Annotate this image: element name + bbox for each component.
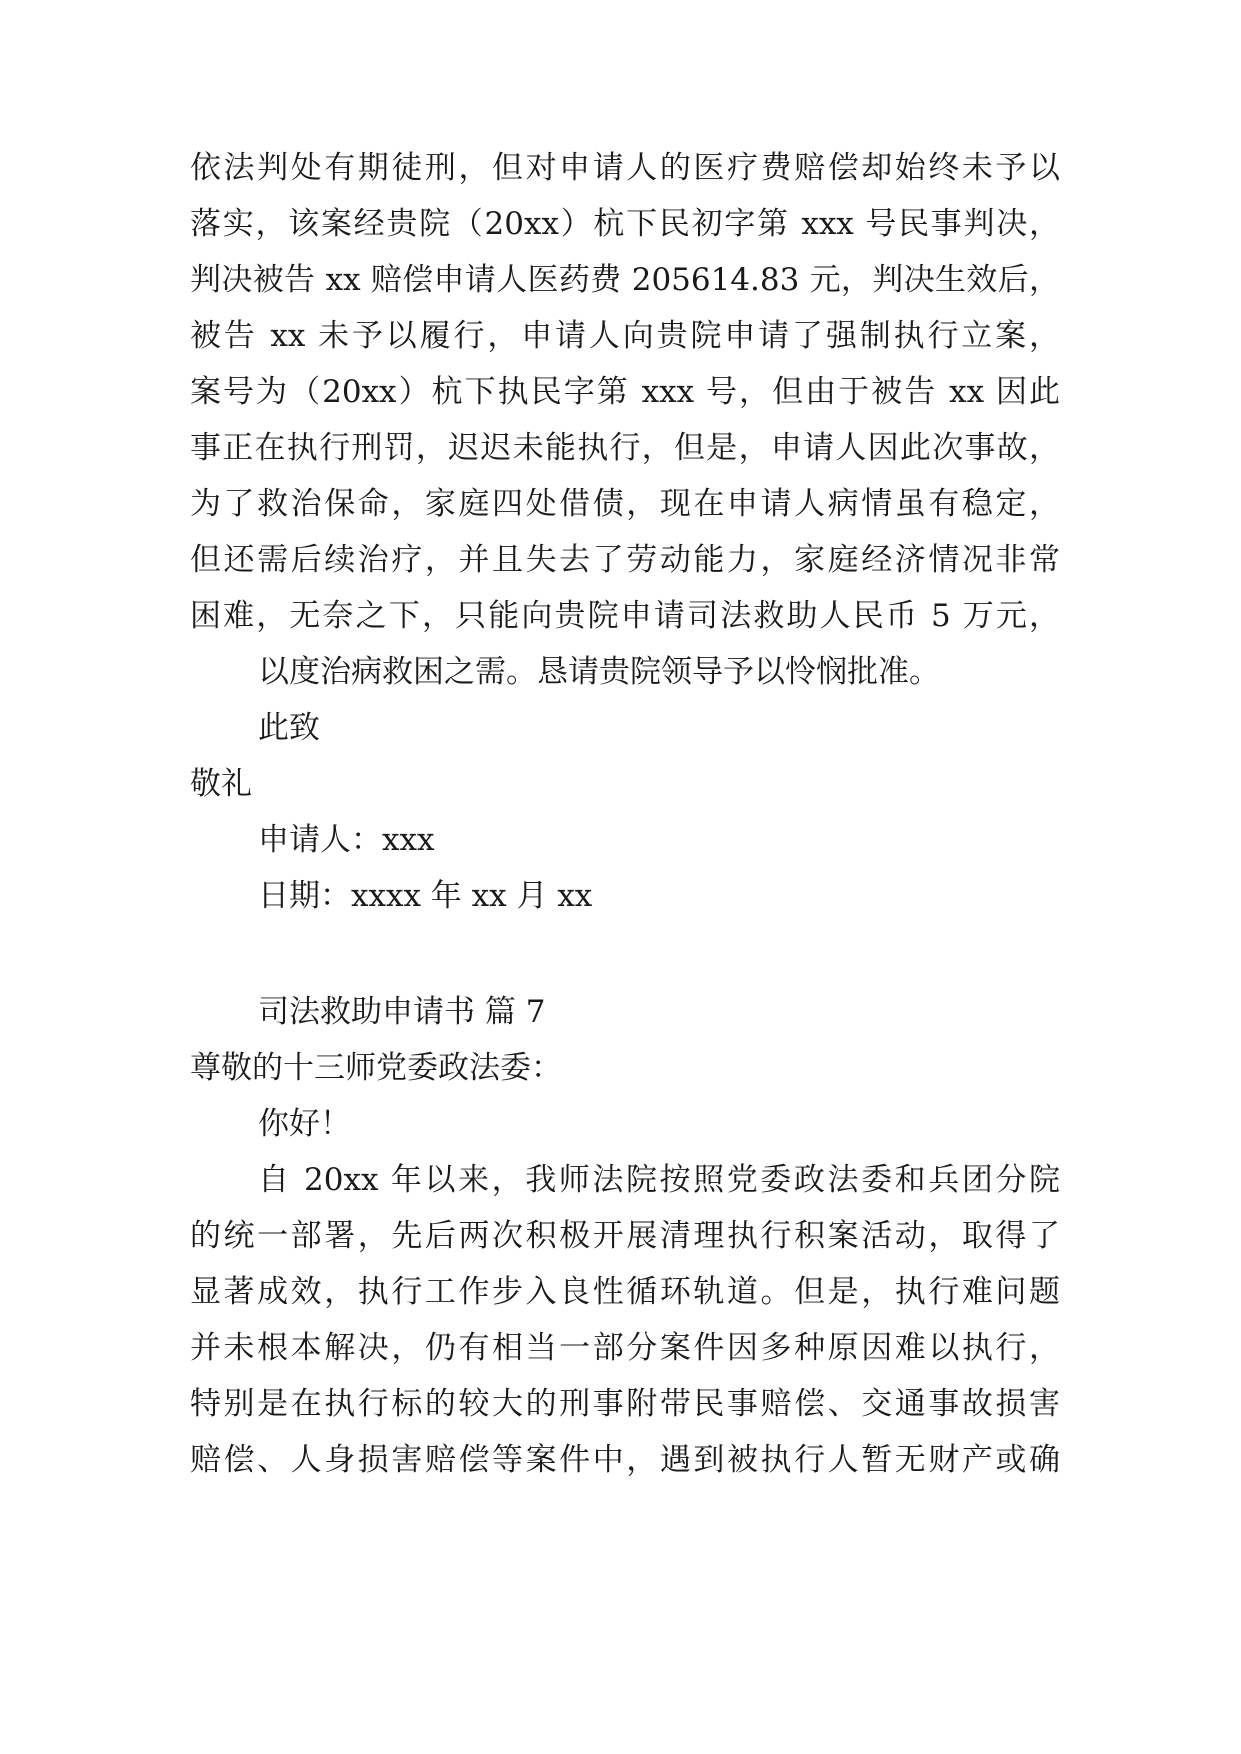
addressee: 尊敬的十三师党委政法委： (190, 1050, 562, 1086)
body-text-line: 但还需后续治疗，并且失去了劳动能力，家庭经济情况非常 (190, 542, 1060, 578)
date-line: 日期：xxxx 年 xx 月 xx (258, 878, 593, 914)
body-text-line: 案号为（20xx）杭下执民字第 xxx 号，但由于被告 xx 因此 (190, 374, 1060, 410)
body-text-line: 的统一部署，先后两次积极开展清理执行积案活动，取得了 (190, 1218, 1060, 1254)
body-text-line: 自 20xx 年以来，我师法院按照党委政法委和兵团分院 (258, 1162, 1060, 1198)
body-text-line: 落实，该案经贵院（20xx）杭下民初字第 xxx 号民事判决， (190, 206, 1060, 242)
body-text-line: 并未根本解决，仍有相当一部分案件因多种原因难以执行， (190, 1330, 1060, 1366)
applicant-signature: 申请人：xxx (258, 822, 435, 858)
body-text-line: 特别是在执行标的较大的刑事附带民事赔偿、交通事故损害 (190, 1386, 1060, 1422)
greeting: 你好！ (258, 1106, 351, 1142)
body-text-line-last: 以度治病救困之需。恳请贵院领导予以怜悯批准。 (258, 654, 940, 690)
body-text-line: 被告 xx 未予以履行，申请人向贵院申请了强制执行立案， (190, 318, 1060, 354)
body-text-line: 困难，无奈之下，只能向贵院申请司法救助人民币 5 万元， (190, 598, 1060, 634)
closing-respect: 敬礼 (190, 766, 252, 802)
section-title: 司法救助申请书 篇 7 (258, 994, 546, 1030)
body-text-line: 为了救治保命，家庭四处借债，现在申请人病情虽有稳定， (190, 486, 1060, 522)
body-text-line: 判决被告 xx 赔偿申请人医药费 205614.83 元，判决生效后， (190, 262, 1060, 298)
closing-salutation: 此致 (258, 710, 320, 746)
body-text-line: 事正在执行刑罚，迟迟未能执行，但是，申请人因此次事故， (190, 430, 1060, 466)
body-text-line: 依法判处有期徒刑，但对申请人的医疗费赔偿却始终未予以 (190, 150, 1060, 186)
body-text-line: 显著成效，执行工作步入良性循环轨道。但是，执行难问题 (190, 1274, 1060, 1310)
body-text-line: 赔偿、人身损害赔偿等案件中，遇到被执行人暂无财产或确 (190, 1442, 1060, 1478)
